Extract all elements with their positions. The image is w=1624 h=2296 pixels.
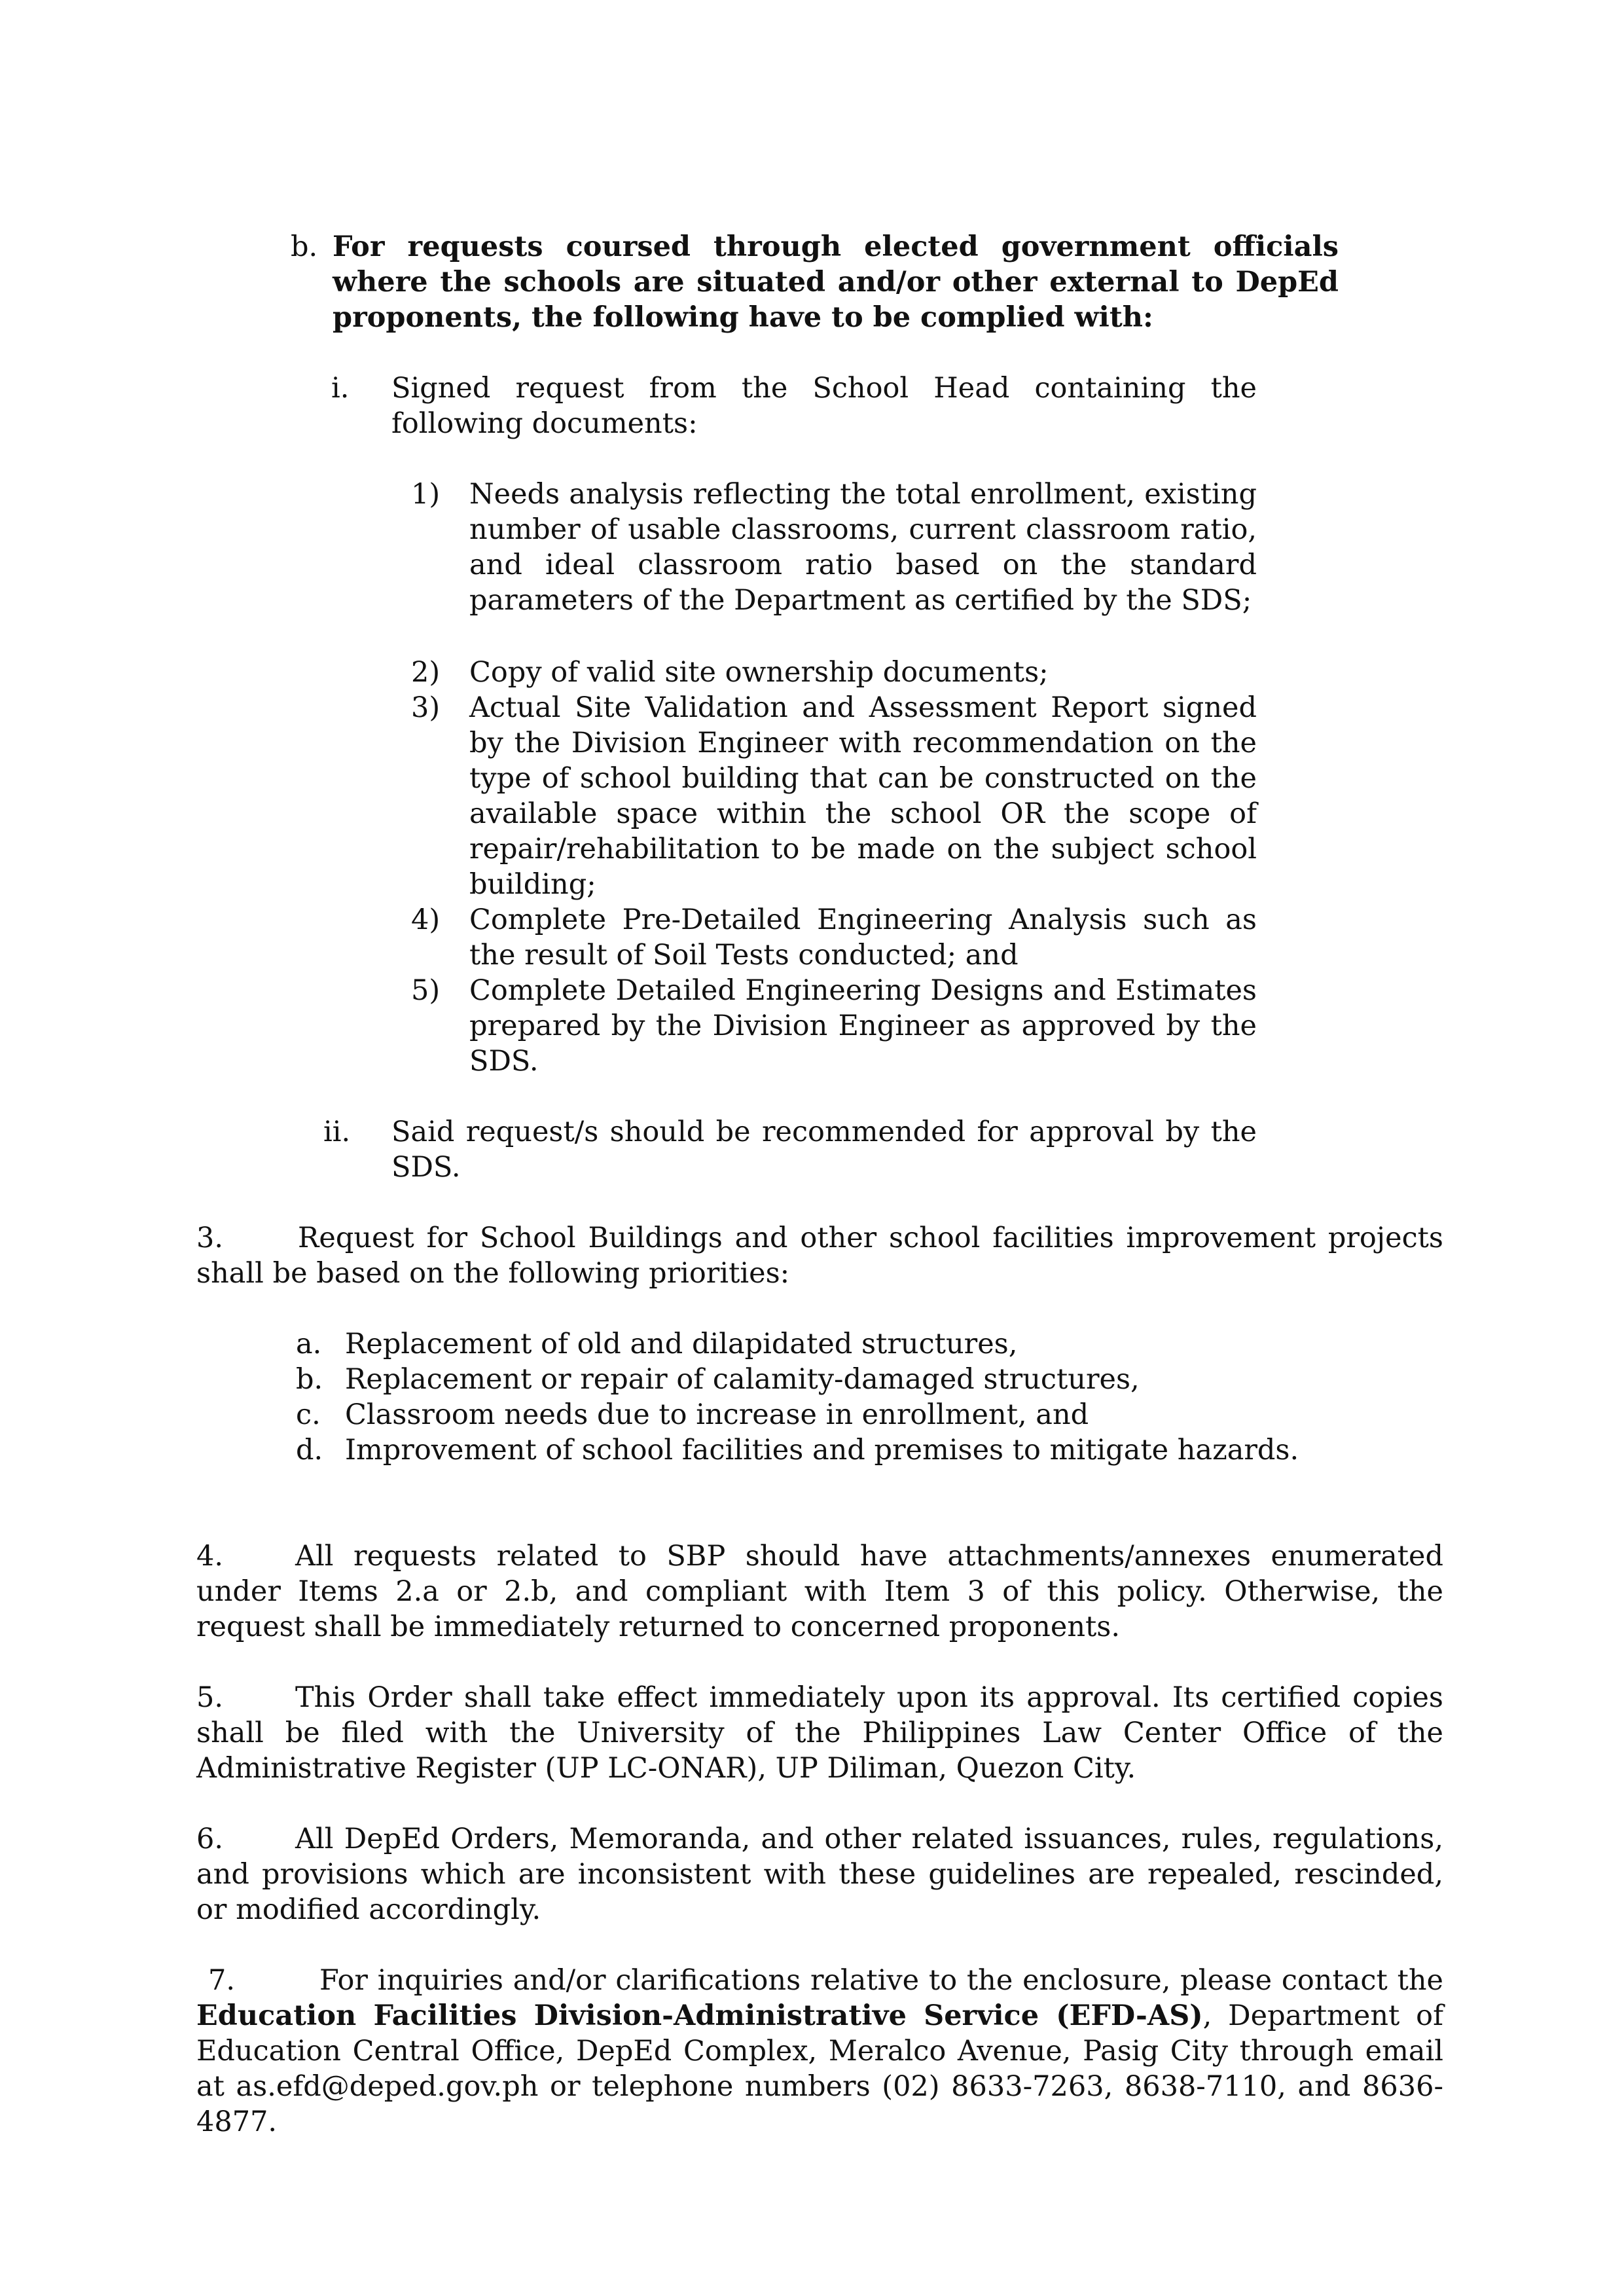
priority-d-marker: d. bbox=[296, 1434, 323, 1467]
para-5 bbox=[196, 1680, 1443, 1786]
para-3-text: Request for School Buildings and other school facilities improvement projects shall be based on the following priorities: bbox=[196, 1222, 1443, 1290]
section-b-marker: b. bbox=[291, 230, 318, 263]
priority-c-marker: c. bbox=[296, 1398, 321, 1431]
doc-3-text: Actual Site Validation and Assessment Report signed by the Division Engineer with recommendation on the type of school building that can be constructed on the available space within the school OR the scope of repair/rehabilitation to be made on the subject school building; bbox=[469, 691, 1257, 901]
para-5-number: 5. bbox=[196, 1681, 224, 1714]
doc-2-marker: 2) bbox=[411, 656, 441, 689]
para-3 bbox=[196, 1220, 1443, 1291]
para-7 bbox=[196, 1963, 1443, 2140]
para-7-number: 7. bbox=[208, 1964, 236, 1997]
item-ii-marker: ii. bbox=[323, 1116, 351, 1148]
priority-b-marker: b. bbox=[296, 1363, 323, 1396]
para-7-intro: For inquiries and/or clarifications relative to the enclosure, please contact the bbox=[319, 1964, 1443, 1997]
item-i-text: Signed request from the School Head containing the following documents: bbox=[391, 372, 1257, 440]
priority-b-text: Replacement or repair of calamity-damaged structures, bbox=[345, 1363, 1140, 1396]
priority-d-text: Improvement of school facilities and premises to mitigate hazards. bbox=[345, 1434, 1299, 1467]
para-6-text: All DepEd Orders, Memoranda, and other related issuances, rules, regulations, and provisions which are inconsistent with these guidelines are repealed, rescinded, or modified accordingly. bbox=[196, 1823, 1443, 1926]
item-i-marker: i. bbox=[331, 372, 350, 405]
para-4-number: 4. bbox=[196, 1540, 224, 1573]
para-3-number: 3. bbox=[196, 1222, 224, 1254]
doc-2-text: Copy of valid site ownership documents; bbox=[469, 656, 1049, 689]
doc-1-text: Needs analysis reflecting the total enrollment, existing number of usable classrooms, current classroom ratio, and ideal classroom ratio based on the standard parameters of the Department as certified by the SDS; bbox=[469, 478, 1257, 617]
para-4 bbox=[196, 1539, 1443, 1645]
item-ii-text: Said request/s should be recommended for approval by the SDS. bbox=[391, 1116, 1257, 1184]
para-4-text: All requests related to SBP should have attachments/annexes enumerated under Items 2.a or 2.b, and compliant with Item 3 of this policy. Otherwise, the request shall be immediately returned to concerned proponents. bbox=[196, 1540, 1443, 1643]
priority-a-text: Replacement of old and dilapidated structures, bbox=[345, 1328, 1018, 1360]
doc-3-marker: 3) bbox=[411, 691, 441, 724]
doc-4-marker: 4) bbox=[411, 903, 441, 936]
priority-a-marker: a. bbox=[296, 1328, 322, 1360]
section-b-heading: For requests coursed through elected government officials where the schools are situated and/or other external to DepEd proponents, the following have to be complied with: bbox=[333, 230, 1339, 334]
para-7-office: Education Facilities Division-Administrative Service (EFD-AS) bbox=[196, 1999, 1203, 2032]
priority-c-text: Classroom needs due to increase in enrollment, and bbox=[345, 1398, 1089, 1431]
para-7-rest: , Department of Education Central Office, DepEd Complex, Meralco Avenue, Pasig City through email at as.efd@deped.gov.ph or telephone numbers (02) 8633-7263, 8638-7110, and 8636-4877. bbox=[196, 1999, 1443, 2138]
para-6 bbox=[196, 1821, 1443, 1927]
para-5-text: This Order shall take effect immediately upon its approval. Its certified copies shall be filed with the University of the Philippines Law Center Office of the Administrative Register (UP LC-ONAR), UP Diliman, Quezon City. bbox=[196, 1681, 1443, 1785]
doc-5-text: Complete Detailed Engineering Designs and Estimates prepared by the Division Engineer as approved by the SDS. bbox=[469, 974, 1257, 1078]
para-6-number: 6. bbox=[196, 1823, 224, 1855]
doc-5-marker: 5) bbox=[411, 974, 441, 1007]
doc-1-marker: 1) bbox=[411, 478, 441, 511]
doc-4-text: Complete Pre-Detailed Engineering Analysis such as the result of Soil Tests conducted; and bbox=[469, 903, 1257, 972]
